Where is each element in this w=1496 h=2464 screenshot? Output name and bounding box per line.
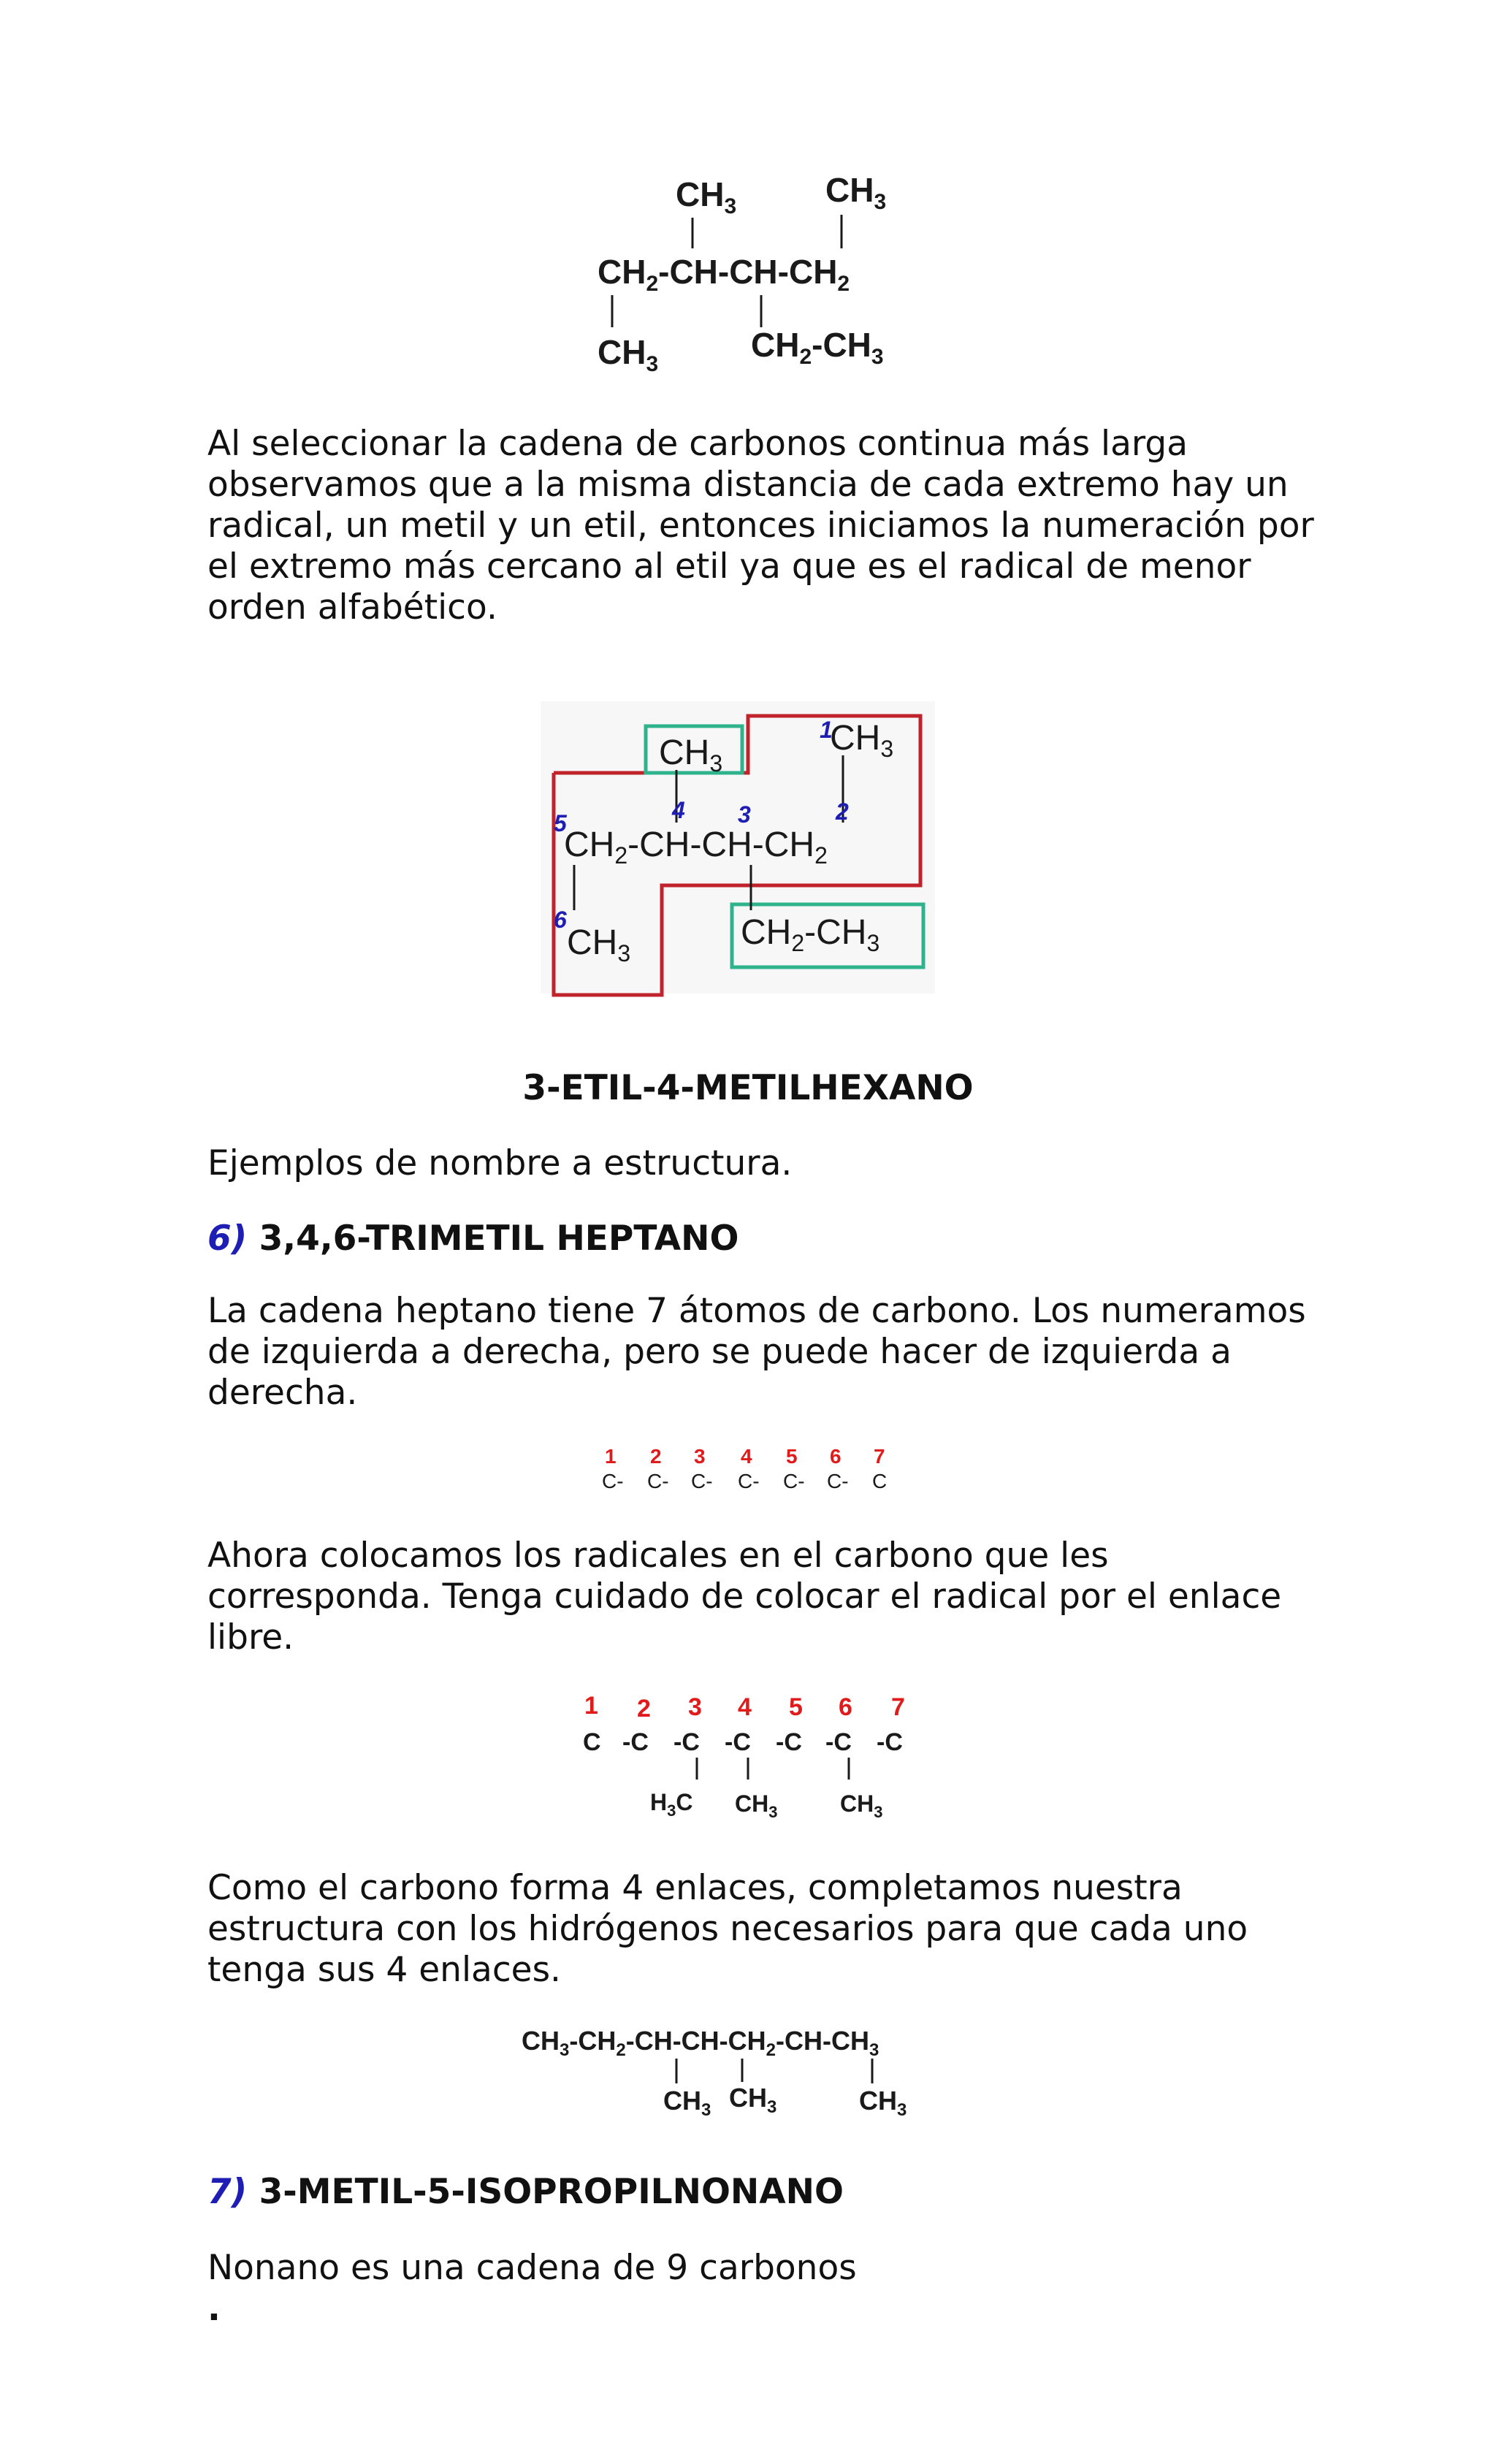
num-label: 1 [820, 717, 833, 743]
example-number: 6) [207, 1218, 248, 1259]
svg-text:3: 3 [694, 1445, 706, 1468]
svg-text:2: 2 [637, 1695, 651, 1723]
diagram1-bottom-left-ch3: $CH_3$ [598, 333, 659, 376]
diagram1-main-chain: $CH_2-CH-CH-CH_2$ [598, 253, 850, 296]
num-label: 2 [836, 798, 849, 825]
svg-text:3: 3 [688, 1693, 702, 1721]
example-title: 3-METIL-5-ISOPROPILNONANO [259, 2172, 844, 2212]
example-number: 7) [207, 2172, 248, 2212]
paragraph-explanation: Al seleccionar la cadena de carbonos continua más larga observamos que a la misma distancia de cada extremo hay un radical, un metil y un etil, entonces iniciamos la numeración por el extremo más cercano al etil ya que es el radical de menor orden alfabético. [207, 424, 1314, 628]
svg-text:C-: C- [738, 1470, 760, 1492]
svg-text:CH3: $CH_3$ [729, 2083, 777, 2117]
svg-text:1: 1 [605, 1445, 617, 1468]
svg-text:4: 4 [738, 1693, 752, 1721]
svg-text:-C: -C [877, 1728, 903, 1756]
svg-text:-C: -C [622, 1728, 649, 1756]
carbon-chain-with-radicals [570, 1687, 935, 1834]
svg-text:-C: -C [673, 1728, 700, 1756]
paragraph-hydrogens: Como el carbono forma 4 enlaces, completamos nuestra estructura con los hidrógenos necesarios para que cada uno tenga sus 4 enlaces. [207, 1868, 1248, 1990]
structure-diagram-1 [570, 161, 935, 394]
svg-text:6: 6 [839, 1693, 852, 1721]
svg-text:5: 5 [786, 1445, 798, 1468]
example-6-heading [207, 1218, 739, 1259]
compound-name-1: 3-ETIL-4-METILHEXANO [522, 1068, 974, 1108]
svg-text:C: C [872, 1470, 888, 1492]
svg-text:CH3: $CH_3$ [735, 1790, 778, 1821]
svg-text:1: 1 [584, 1692, 598, 1720]
examples-title: Ejemplos de nombre a estructura. [207, 1143, 793, 1183]
svg-text:C-: C- [783, 1470, 805, 1492]
svg-text:6: 6 [830, 1445, 842, 1468]
svg-text:CH2-CH3: $CH_2-CH_3$ [741, 913, 880, 956]
svg-text:5: 5 [789, 1693, 803, 1721]
structure-diagram-2 [533, 694, 942, 1001]
paragraph-radicals: Ahora colocamos los radicales en el carbono que les corresponda. Tenga cuidado de colocar el radical por el enlace libre. [207, 1536, 1282, 1658]
svg-text:-C: -C [725, 1728, 751, 1756]
carbon-chain-numbered [599, 1443, 906, 1501]
svg-text:CH3: $CH_3$ [659, 733, 723, 777]
svg-text:4: 4 [741, 1445, 752, 1468]
example-title: 3,4,6-TRIMETIL HEPTANO [259, 1218, 739, 1259]
svg-text:H3C: $H_3C$ [650, 1789, 693, 1820]
svg-text:CH3: $CH_3$ [567, 923, 631, 966]
num-label: 4 [672, 797, 685, 823]
svg-text:C-: C- [602, 1470, 624, 1492]
svg-text:C: C [583, 1728, 601, 1756]
full-structure-heptane [511, 2016, 993, 2140]
svg-text:7: 7 [874, 1445, 885, 1468]
svg-text:7: 7 [891, 1693, 905, 1721]
svg-text:CH3: $CH_3$ [830, 719, 894, 762]
example-7-heading [207, 2172, 844, 2212]
svg-text:C-: C- [827, 1470, 849, 1492]
paragraph-heptane: La cadena heptano tiene 7 átomos de carbono. Los numeramos de izquierda a derecha, pero se puede hacer de izquierda a derecha. [207, 1291, 1306, 1413]
num-label: 6 [554, 907, 567, 933]
svg-text:-C: -C [825, 1728, 852, 1756]
svg-text:-C: -C [776, 1728, 802, 1756]
svg-text:2: 2 [650, 1445, 662, 1468]
svg-text:C-: C- [691, 1470, 713, 1492]
svg-text:C-: C- [647, 1470, 669, 1492]
diagram1-top-right-ch3: $CH_3$ [825, 171, 887, 214]
svg-text:CH3: $CH_3$ [840, 1790, 883, 1821]
svg-text:CH3-CH2-CH-CH-CH2-CH-CH3: $CH_3-CH_2-CH-CH-CH_2-CH-CH_3$ [522, 2026, 879, 2060]
num-label: 3 [738, 801, 751, 828]
num-label: 5 [554, 810, 567, 836]
svg-text:CH2-CH-CH-CH2: $CH_2-CH-CH-CH_2$ [564, 825, 828, 869]
paragraph-nonane: Nonano es una cadena de 9 carbonos . [207, 2248, 857, 2329]
svg-text:CH3: $CH_3$ [859, 2086, 907, 2120]
diagram1-top-left-ch3: $CH_3$ [676, 175, 737, 218]
svg-text:CH3: $CH_3$ [663, 2086, 711, 2120]
diagram1-bottom-right-ethyl: $CH_2-CH_3$ [751, 326, 884, 369]
